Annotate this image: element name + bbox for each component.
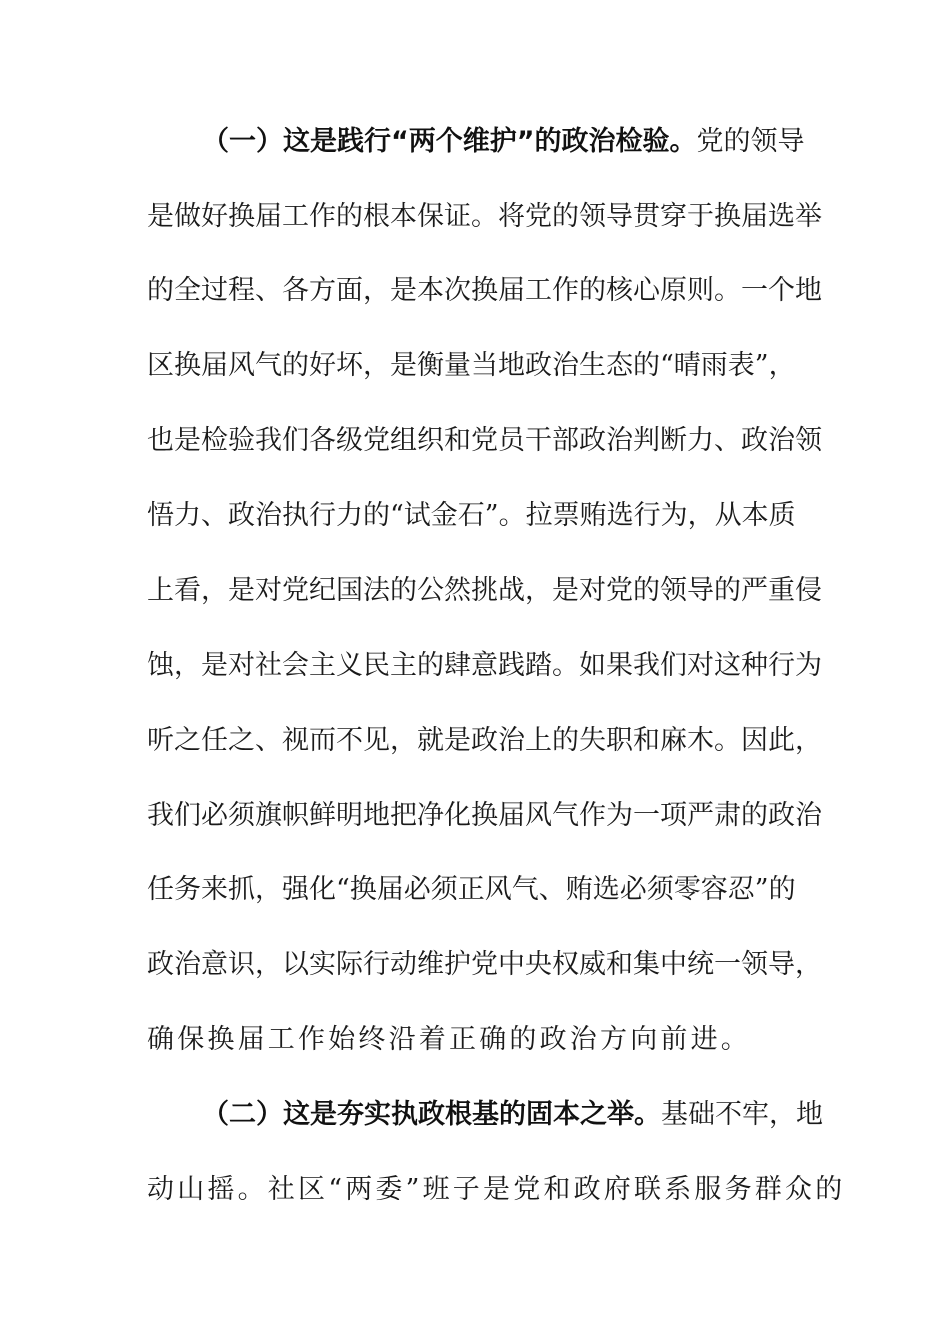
paragraph-2-line-2: 动山摇。社区“两委”班子是党和政府联系服务群众的	[147, 1174, 846, 1205]
paragraph-2-heading: （二）这是夯实执政根基的固本之举。	[202, 1099, 661, 1130]
paragraph-2-line-1-text: 基础不牢，地	[661, 1099, 823, 1130]
paragraph-1-line-2: 是做好换届工作的根本保证。将党的领导贯穿于换届选举	[147, 201, 822, 232]
paragraph-1-line-1	[202, 122, 805, 162]
paragraph-1-line-12: 政治意识，以实际行动维护党中央权威和集中统一领导，	[147, 949, 822, 980]
paragraph-1-line-11: 任务来抓，强化“换届必须正风气、贿选必须零容忍”的	[147, 874, 796, 905]
paragraph-1-line-10: 我们必须旗帜鲜明地把净化换届风气作为一项严肃的政治	[147, 800, 822, 831]
paragraph-1-line-8: 蚀，是对社会主义民主的肆意践踏。如果我们对这种行为	[147, 650, 822, 681]
paragraph-1-line-6: 悟力、政治执行力的“试金石”。拉票贿选行为，从本质	[147, 500, 796, 531]
paragraph-1-line-9: 听之任之、视而不见，就是政治上的失职和麻木。因此，	[147, 725, 822, 756]
paragraph-2-line-1	[202, 1095, 823, 1135]
paragraph-1-line-5: 也是检验我们各级党组织和党员干部政治判断力、政治领	[147, 425, 822, 456]
paragraph-1-line-13: 确保换届工作始终沿着正确的政治方向前进。	[147, 1024, 751, 1055]
paragraph-1-heading: （一）这是践行“两个维护”的政治检验。	[202, 126, 697, 157]
paragraph-1-line-4: 区换届风气的好坏，是衡量当地政治生态的“晴雨表”，	[147, 350, 796, 381]
paragraph-1-line-7: 上看，是对党纪国法的公然挑战，是对党的领导的严重侵	[147, 575, 822, 606]
paragraph-1-line-3: 的全过程、各方面，是本次换届工作的核心原则。一个地	[147, 275, 822, 306]
paragraph-1-line-1-text: 党的领导	[696, 126, 805, 157]
